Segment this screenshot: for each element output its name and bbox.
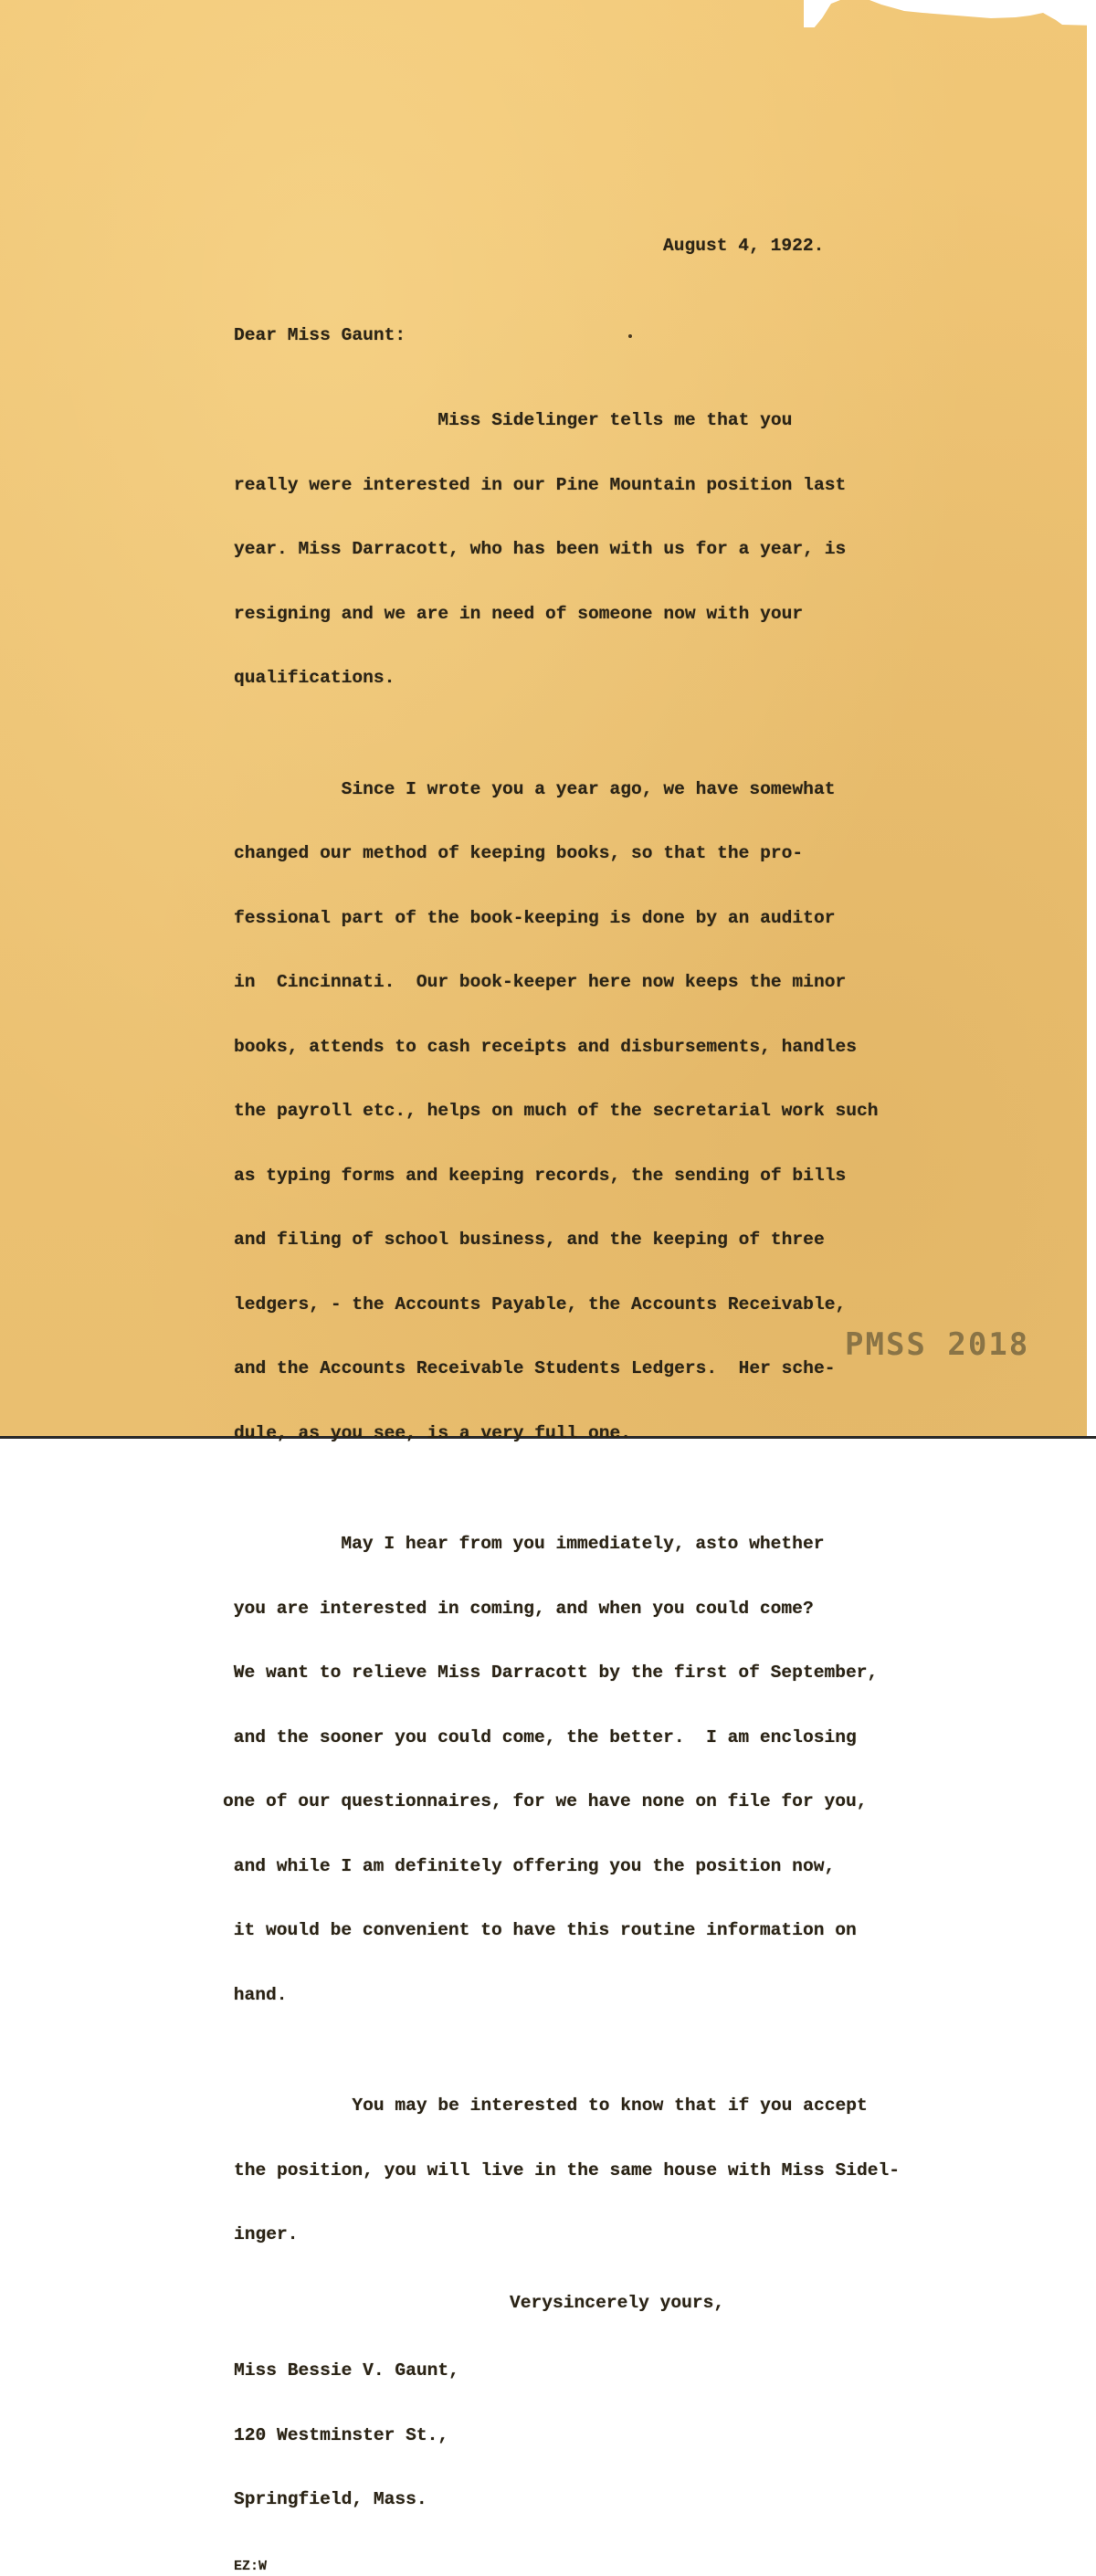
text-line: as typing forms and keeping records, the sending of bills [234, 1165, 847, 1186]
text-line: one of our questionnaires, for we have none on file for you, [223, 1791, 868, 1811]
text-line: qualifications. [234, 668, 395, 688]
text-line: Since I wrote you a year ago, we have somewhat [234, 778, 836, 799]
text-line: year. Miss Darracott, who has been with us for a year, is [234, 539, 847, 559]
text-line: and the sooner you could come, the better. I am enclosing [223, 1726, 857, 1747]
text-line: May I hear from you immediately, asto whether [223, 1534, 825, 1554]
text-line: the payroll etc., helps on much of the secretarial work such [234, 1101, 879, 1121]
text-line: it would be convenient to have this routine information on [223, 1920, 857, 1940]
text-line: ledgers, - the Accounts Payable, the Accounts Receivable, [234, 1293, 847, 1314]
closing: Verysincerely yours, [510, 2292, 725, 2313]
text-line: really were interested in our Pine Mountain position last [234, 474, 847, 495]
torn-corner [804, 0, 1096, 27]
address-line: Springfield, Mass. [234, 2489, 427, 2509]
paragraph-3 [223, 1491, 878, 2049]
ink-speck [628, 334, 632, 338]
text-line: inger. [234, 2224, 299, 2244]
archive-watermark: PMSS 2018 [845, 1326, 1030, 1363]
text-line: books, attends to cash receipts and disbursements, handles [234, 1036, 857, 1057]
text-line: you are interested in coming, and when you could come? [223, 1598, 814, 1619]
text-line: resigning and we are in need of someone now with your [234, 603, 804, 624]
text-line: Miss Sidelinger tells me that you [234, 410, 793, 430]
text-line: hand. [223, 1984, 288, 2005]
text-line: and filing of school business, and the keeping of three [234, 1230, 825, 1250]
text-line: changed our method of keeping books, so that the pro- [234, 843, 804, 863]
paragraph-4 [234, 2053, 900, 2289]
paragraph-1 [234, 367, 846, 733]
salutation: Dear Miss Gaunt: [234, 325, 406, 345]
recipient-address [234, 2317, 459, 2554]
address-line: 120 Westminster St., [234, 2424, 449, 2445]
text-line: and while I am definitely offering you the position now, [223, 1855, 836, 1876]
paragraph-2 [234, 736, 879, 1488]
text-line: in Cincinnati. Our book-keeper here now keeps the minor [234, 972, 847, 992]
address-line: Miss Bessie V. Gaunt, [234, 2360, 459, 2381]
text-line: dule, as you see, is a very full one. [234, 1422, 632, 1443]
text-line: and the Accounts Receivable Students Ledgers. Her sche- [234, 1358, 836, 1378]
text-line: You may be interested to know that if you accept [234, 2096, 868, 2116]
page-edge [1087, 0, 1091, 1439]
text-line: fessional part of the book-keeping is done by an auditor [234, 907, 836, 928]
typist-initials: EZ:W [234, 2558, 268, 2574]
letter-date: August 4, 1922. [663, 236, 825, 256]
text-line: the position, you will live in the same house with Miss Sidel- [234, 2159, 901, 2180]
text-line: We want to relieve Miss Darracott by the first of September, [223, 1663, 879, 1683]
